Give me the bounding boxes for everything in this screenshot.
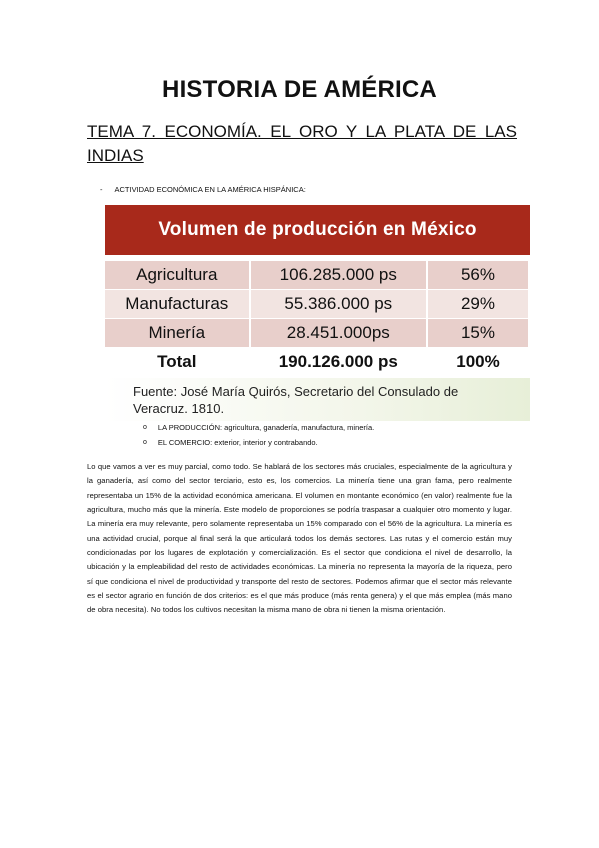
body-paragraph: Lo que vamos a ver es muy parcial, como todo. Se hablará de los sectores más cruciales, especialmente de la agricultura y la ganadería, así como del sector terciario, esto es, los comercios. La minería tiene una gran fama, pero realmente representaba un 15% de la actividad económica americana. El volumen en montante económico (en valor) realmente fue la agricultura, mucho más que la minería. Este modelo de proporciones se podría traspasar a cualquier otro momento y lugar. La minería era muy relevante, pero solamente representaba un 15% comparado con el 56% de la agricultura. La minería es una actividad crucial, porque al final será la que articulará todos los demás sectores. Las rutas y el comercio están muy condicionadas por los lugares de explotación y comercialización. Es el sector que condiciona el nivel de desarrollo, la ubicación y la empleabilidad del resto de actividades económicas. La minería no representa la mayoría de la riqueza, pero sí que condiciona el nivel de productividad y transporte del resto de sectores. Podemos afirmar que el sector más relevante es el sector agrario en función de dos criterios: es el que más produce (más renta genera) y el que más emplea (más mano de obra necesita). No todos los cultivos necesitan la misma mano de obra ni tienen la misma orientación. [87,462,512,615]
cell-sector: Agricultura [105,261,250,290]
table-row [105,261,529,290]
page-title: HISTORIA DE AMÉRICA [162,76,437,103]
source-line-1: Fuente: José María Quirós, Secretario del Consulado de [133,384,459,399]
cell-percent: 29% [427,290,529,319]
cell-amount: 55.386.000 ps [250,290,427,319]
cell-percent: 15% [427,319,529,348]
cell-percent: 56% [427,261,529,290]
circle-bullet-icon: o [143,439,147,446]
list-item-text: LA PRODUCCIÓN: agricultura, ganadería, manufactura, minería. [157,423,375,432]
topic-heading: TEMA 7. ECONOMÍA. EL ORO Y LA PLATA DE LAS INDIAS [87,122,517,165]
table-source [105,378,530,421]
total-label: Total [105,348,250,377]
production-table [105,261,530,377]
list-item [143,435,374,450]
cell-sector: Minería [105,319,250,348]
cell-amount: 106.285.000 ps [250,261,427,290]
table-row [105,319,529,348]
total-amount: 190.126.000 ps [250,348,427,377]
circle-bullet-icon: o [143,424,147,431]
sector-list [143,420,374,450]
production-table-figure [105,205,530,421]
section-label: ACTIVIDAD ECONÓMICA EN LA AMÉRICA HISPÁNICA: [114,185,306,194]
source-line-2: Veracruz. 1810. [133,401,225,416]
total-percent: 100% [427,348,529,377]
table-total-row [105,348,529,377]
list-item-text: EL COMERCIO: exterior, interior y contrabando. [157,438,318,447]
cell-amount: 28.451.000ps [250,319,427,348]
cell-sector: Manufacturas [105,290,250,319]
section-bullet-line [100,185,306,194]
table-title: Volumen de producción en México [105,205,530,255]
dash-bullet: - [100,185,103,194]
list-item [143,420,374,435]
table-row [105,290,529,319]
